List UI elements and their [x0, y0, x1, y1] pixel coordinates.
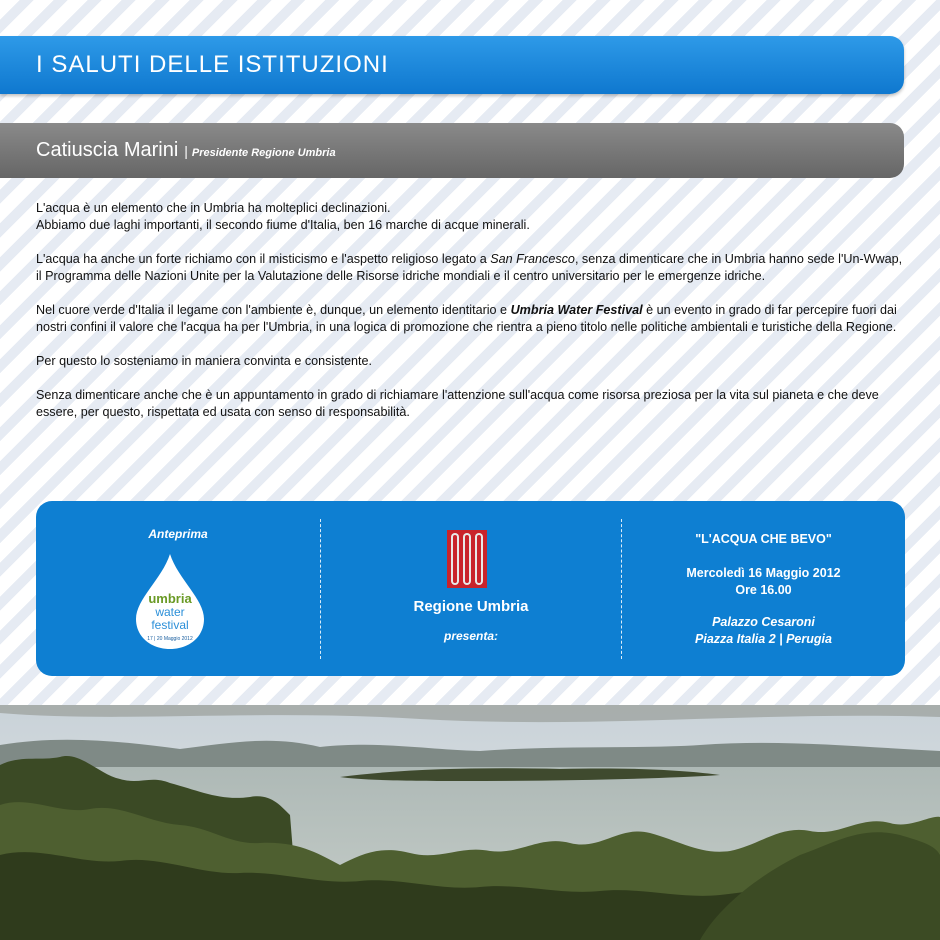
event-title: "L'ACQUA CHE BEVO" [695, 532, 832, 546]
event-column-festival [36, 501, 320, 676]
svg-text:17 | 20 Maggio 2012: 17 | 20 Maggio 2012 [147, 636, 193, 642]
section-title: I SALUTI DELLE ISTITUZIONI [36, 51, 389, 78]
paragraph-1 [36, 200, 906, 234]
author-name: Catiuscia Marini [36, 139, 179, 161]
regione-umbria-emblem-icon [447, 530, 487, 588]
author-separator: | [184, 143, 188, 159]
author-bar [0, 123, 904, 178]
event-venue: Palazzo Cesaroni [712, 615, 815, 629]
paragraph-1-line-2: Abbiamo due laghi importanti, il secondo fiume d'Italia, ben 16 marche di acque minerali. [36, 218, 530, 232]
festival-name-emphasis: Umbria Water Festival [510, 303, 643, 317]
event-date: Mercoledì 16 Maggio 2012 [686, 566, 841, 580]
paragraph-4: Per questo lo sosteniamo in maniera convinta e consistente. [36, 354, 373, 368]
paragraph-1-line-1: L'acqua è un elemento che in Umbria ha molteplici declinazioni. [36, 201, 391, 215]
author-role: Presidente Regione Umbria [191, 147, 336, 159]
paragraph-3 [36, 302, 906, 336]
svg-text:festival: festival [151, 618, 189, 632]
section-header-bar [0, 36, 904, 94]
svg-text:water: water [155, 605, 185, 619]
event-column-details [622, 501, 905, 676]
event-time: Ore 16.00 [735, 583, 792, 597]
paragraph-2 [36, 251, 906, 285]
lake-landscape-photo [0, 705, 940, 940]
paragraph-2-text-a: L'acqua ha anche un forte richiamo con il misticismo e l'aspetto religioso legato a [36, 252, 491, 266]
body-text [36, 200, 906, 438]
presenta-label: presenta: [443, 629, 499, 643]
event-address: Piazza Italia 2 | Perugia [695, 632, 832, 646]
event-column-regione [321, 501, 621, 676]
svg-text:umbria: umbria [148, 591, 192, 606]
san-francesco-emphasis: San Francesco [490, 252, 575, 266]
paragraph-2-text-b: , senza dimenticare che in Umbria hanno sede l'Un-Wwap, il Programma delle Nazioni Unite per la Valutazione delle Risorse idriche mondiali e il centro universitario per le emergenze idriche. [36, 252, 903, 283]
event-box [36, 501, 905, 676]
paragraph-5: Senza dimenticare anche che è un appuntamento in grado di richiamare l'attenzione sull'acqua come risorsa preziosa per la vita sul pianeta e che deve essere, per questo, rispettata ed usata con senso di responsabilità. [36, 388, 879, 419]
regione-name: Regione Umbria [413, 598, 529, 615]
anteprima-label: Anteprima [148, 527, 208, 541]
water-drop-logo-icon [134, 551, 206, 651]
paragraph-3-text-a: Nel cuore verde d'Italia il legame con l'ambiente è, dunque, un elemento identitario e [36, 303, 511, 317]
paragraph-3-text-b: è un evento in grado di far percepire fuori dai nostri confini il valore che l'acqua ha per l'Umbria, in una logica di promozione che rientra a pieno titolo nelle politiche ambientali e turistiche della Regione. [36, 303, 897, 334]
